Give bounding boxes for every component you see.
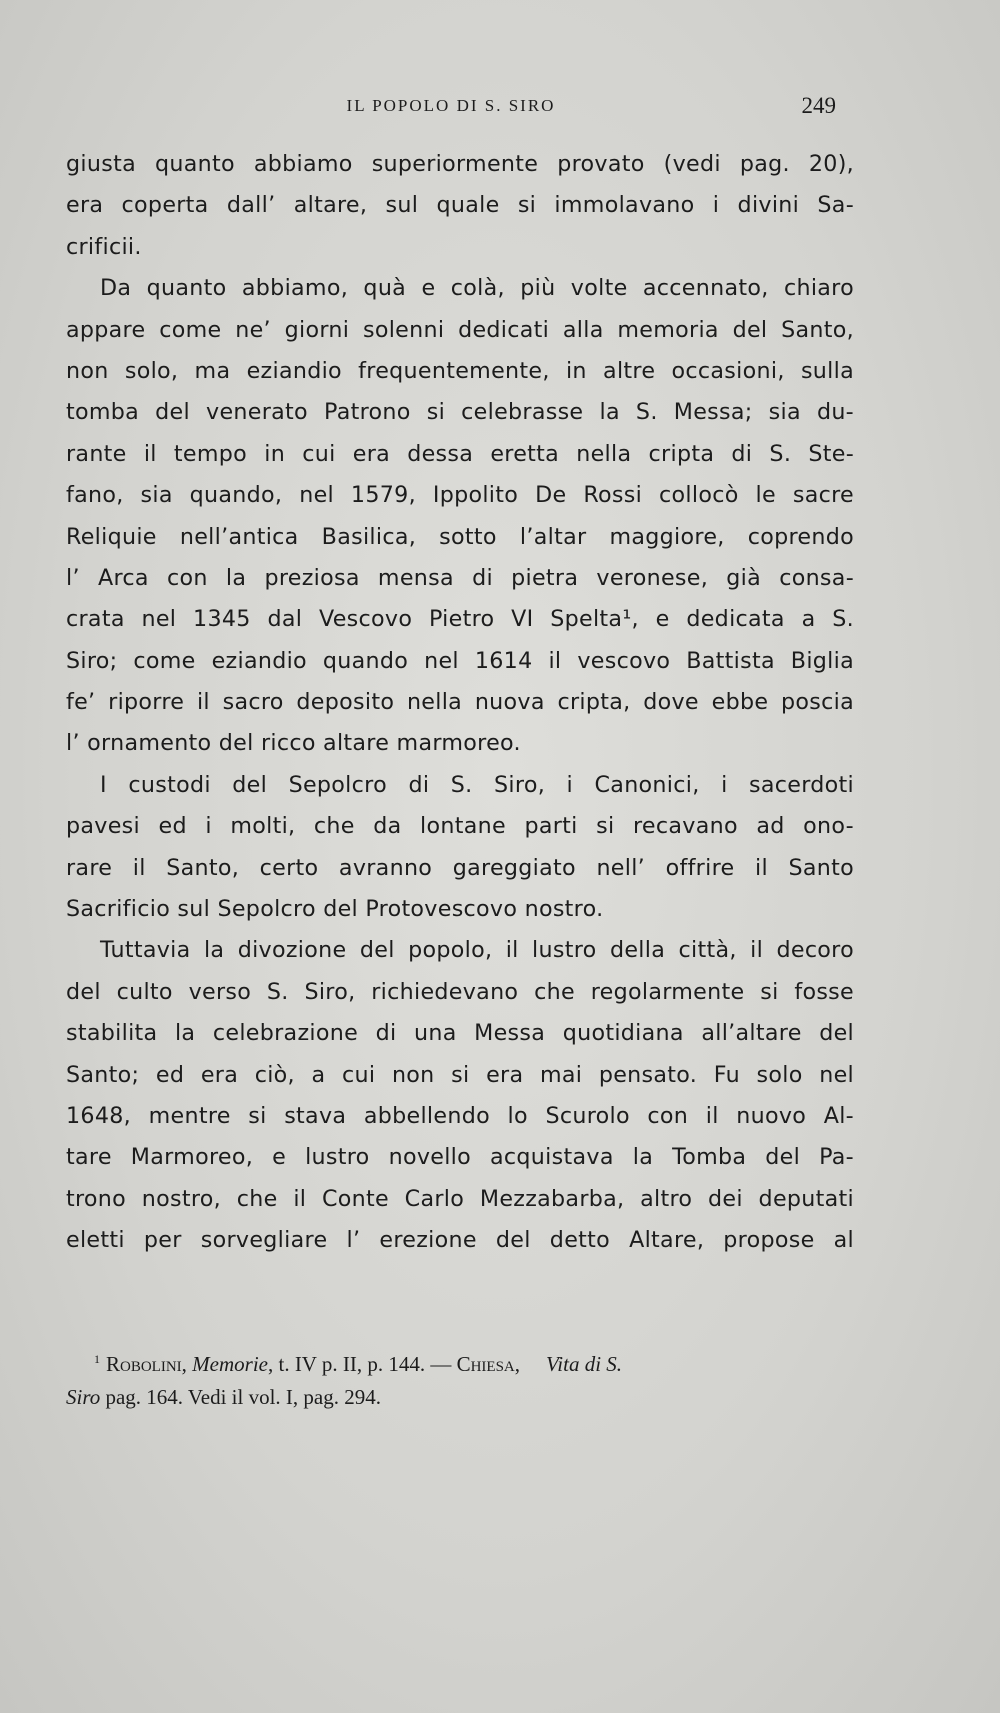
text-line: l’ ornamento del ricco altare marmoreo. [66,730,521,757]
text-line: 1648, mentre si stava abbellendo lo Scurolo con il nuovo Al- [66,1102,854,1129]
footnote [66,1343,854,1414]
text-line: fe’ riporre il sacro deposito nella nuova cripta, dove ebbe poscia [66,689,854,716]
text-line: rante il tempo in cui era dessa eretta nella cripta di S. Ste- [66,440,854,467]
text-line: Sacrificio sul Sepolcro del Protovescovo nostro. [66,896,604,923]
footnote-marker: 1 [94,1352,100,1366]
page-number: 249 [801,93,836,118]
text-line: crificii. [66,233,142,260]
text-line: Santo; ed era ciò, a cui non si era mai pensato. Fu solo nel [66,1061,854,1088]
text-line: tare Marmoreo, e lustro novello acquistava la Tomba del Pa- [66,1144,854,1171]
footnote-title: Vita di S. [546,1352,623,1376]
text-line: fano, sia quando, nel 1579, Ippolito De Rossi collocò le sacre [66,482,854,509]
footnote-line: $^1$ Robolini, Memorie, t. IV p. II, p. 144. — Chiesa, Vita di S. [94,1352,623,1376]
text-line: non solo, ma eziandio frequentemente, in altre occasioni, sulla [66,357,854,384]
text-line: l’ Arca con la preziosa mensa di pietra veronese, già consa- [66,564,854,591]
footnote-reference: pag. 164. Vedi il vol. I, pag. 294. [100,1385,381,1409]
text-line: trono nostro, che il Conte Carlo Mezzabarba, altro dei deputati [66,1185,854,1212]
running-head [66,93,836,120]
footnote-title: Siro [66,1385,101,1409]
body-text [66,144,854,1262]
text-line: eletti per sorvegliare l’ erezione del detto Altare, propose al [66,1227,854,1254]
running-title: IL POPOLO DI S. SIRO [346,96,556,115]
footnote-author: Robolini [106,1352,182,1376]
text-line: rare il Santo, certo avranno gareggiato nell’ offrire il Santo [66,854,854,881]
footnote-title: Memorie [192,1352,268,1376]
text-line: Tuttavia la divozione del popolo, il lustro della città, il decoro [100,937,854,964]
text-line: appare come ne’ giorni solenni dedicati alla memoria del Santo, [66,316,854,343]
text-line: pavesi ed i molti, che da lontane parti si recavano ad ono- [66,813,854,840]
text-line: era coperta dall’ altare, sul quale si immolavano i divini Sa- [66,192,854,219]
text-line: I custodi del Sepolcro di S. Siro, i Canonici, i sacerdoti [100,771,854,798]
text-line: del culto verso S. Siro, richiedevano che regolarmente si fosse [66,978,854,1005]
text-line: stabilita la celebrazione di una Messa quotidiana all’altare del [66,1020,854,1047]
footnote-line [66,1381,854,1414]
text-line: Da quanto abbiamo, quà e colà, più volte accennato, chiaro [100,275,854,302]
text-line: giusta quanto abbiamo superiormente provato (vedi pag. 20), [66,151,854,177]
text-line: tomba del venerato Patrono si celebrasse la S. Messa; sia du- [66,399,854,426]
text-line: Reliquie nell’antica Basilica, sotto l’altar maggiore, coprendo [66,523,854,550]
footnote-reference: , t. IV p. II, p. 144. — [267,1352,457,1376]
text-line: Siro; come eziandio quando nel 1614 il vescovo Battista Biglia [66,647,854,674]
footnote-author: Chiesa [456,1352,515,1376]
text-line: crata nel 1345 dal Vescovo Pietro VI Spelta¹, e dedicata a S. [66,606,854,633]
